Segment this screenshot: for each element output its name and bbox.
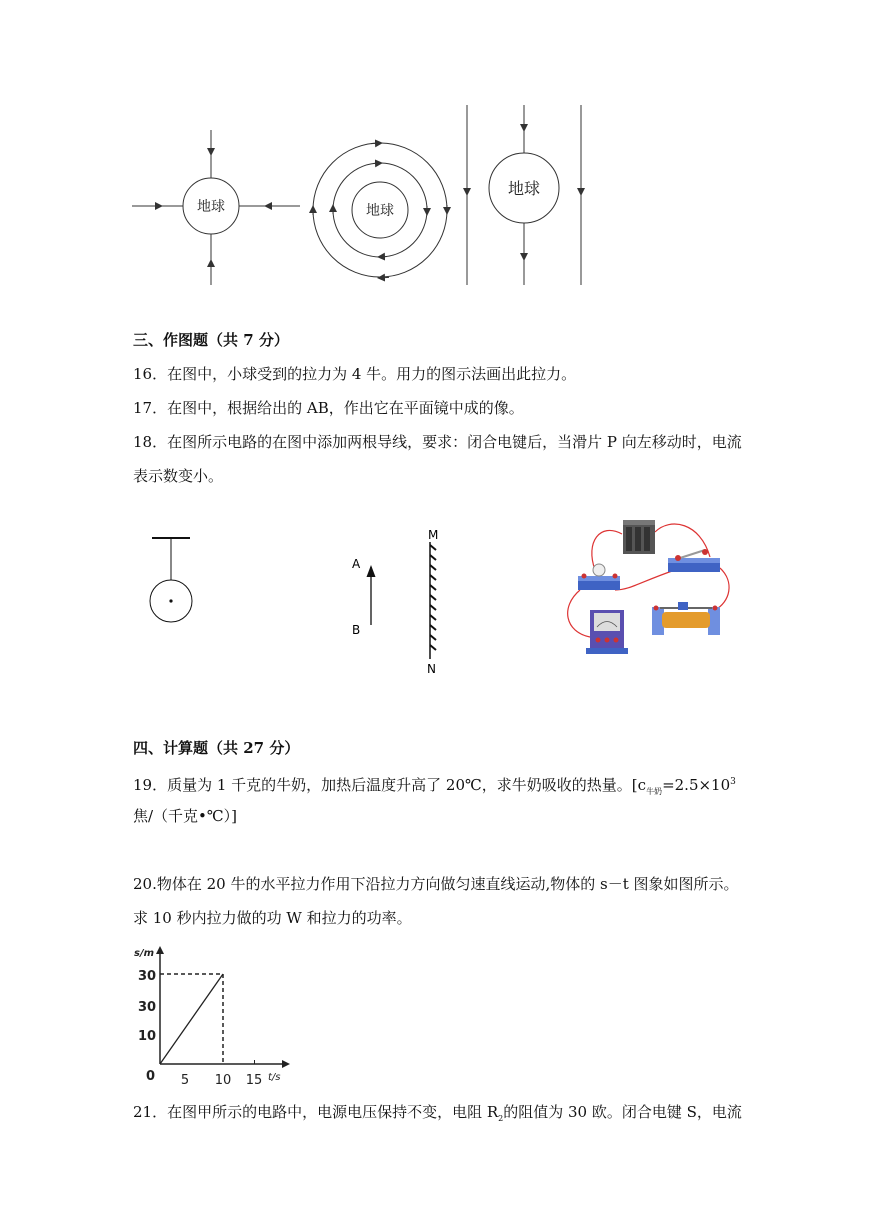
y-tick-top: 30: [138, 969, 157, 984]
x-tick-15: 15: [245, 1073, 263, 1088]
plane-mirror-figure: [340, 525, 460, 675]
earth-label-3: 地球: [507, 179, 541, 198]
question-21: [133, 1102, 742, 1129]
question-17: 17．在图中，根据给出的 AB，作出它在平面镜中成的像。: [133, 399, 524, 417]
x-tick-10: 10: [214, 1073, 232, 1088]
q19-subscript: 牛奶: [646, 787, 663, 796]
q21-subscript: 2: [498, 1114, 504, 1123]
question-20-line-1: 20.物体在 20 牛的水平拉力作用下沿拉力方向做匀速直线运动,物体的 s－t 图象如图所示。: [133, 875, 739, 893]
series-line: [160, 974, 223, 1064]
section-3-heading: 三、作图题（共 7 分）: [133, 331, 289, 349]
question-18-line-2: 表示数变小。: [133, 467, 224, 485]
y-tick-middle: 30: [138, 1000, 157, 1015]
q19-superscript: 3: [730, 777, 736, 787]
x-tick-5: 5: [180, 1073, 190, 1088]
earth-label-1: 地球: [197, 199, 225, 215]
origin-label: 0: [146, 1069, 156, 1084]
switch-icon: [668, 549, 720, 572]
question-20-line-2: 求 10 秒内拉力做的功 W 和拉力的功率。: [133, 909, 412, 927]
rheostat-icon: [652, 602, 720, 635]
circuit-apparatus-figure: [560, 512, 740, 662]
earth-label-2: 地球: [366, 203, 394, 219]
y-axis-label: s/m: [134, 948, 155, 959]
question-19-line-1: [133, 772, 736, 802]
label-a: A: [352, 557, 361, 571]
label-b: B: [352, 623, 361, 637]
earth-field-figures: [0, 95, 869, 295]
q19-text-b: =2.5×10: [662, 776, 731, 794]
question-19-line-2: 焦/（千克•℃）]: [133, 807, 238, 825]
label-n: N: [427, 662, 436, 675]
q21-text-b: 的阻值为 30 欧。闭合电键 S，电流: [503, 1103, 742, 1121]
q21-text-a: 21．在图甲所示的电路中，电源电压保持不变，电阻 R: [133, 1103, 499, 1121]
s-t-graph: [128, 940, 298, 1090]
x-axis-label: t/s: [268, 1072, 281, 1083]
question-18-line-1: 18．在图所示电路的在图中添加两根导线，要求：闭合电键后，当滑片 P 向左移动时，电流: [133, 433, 742, 451]
battery-icon: [623, 520, 655, 554]
label-m: M: [428, 528, 439, 542]
hanging-ball-figure: [140, 530, 210, 630]
question-16: 16．在图中，小球受到的拉力为 4 牛。用力的图示法画出此拉力。: [133, 365, 577, 383]
y-tick-bottom: 10: [138, 1029, 157, 1044]
bulb-icon: [578, 564, 620, 590]
ammeter-icon: [586, 610, 628, 654]
section-4-heading: 四、计算题（共 27 分）: [133, 739, 300, 757]
q19-text-a: 19．质量为 1 千克的牛奶，加热后温度升高了 20℃，求牛奶吸收的热量。[c: [133, 776, 647, 794]
